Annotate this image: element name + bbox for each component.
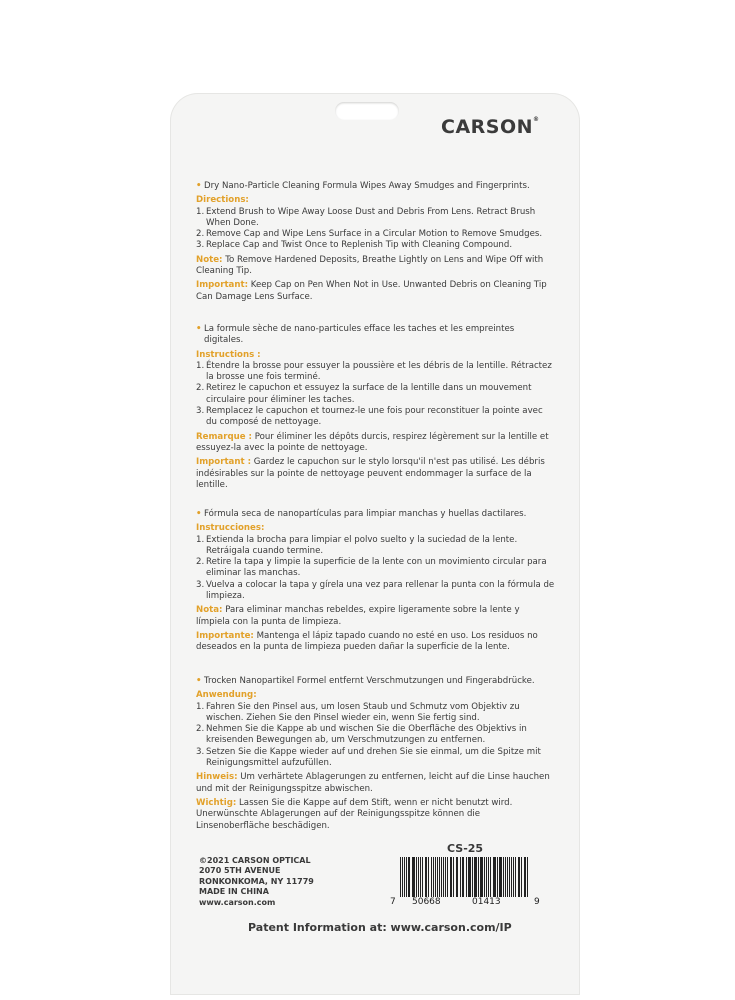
barcode-bar bbox=[416, 857, 417, 897]
barcode-bar bbox=[466, 857, 467, 897]
barcode-bar bbox=[451, 857, 452, 897]
english-note-text: To Remove Hardened Deposits, Breathe Lightly on Lens and Wipe Off with Cleaning Tip. bbox=[196, 254, 544, 277]
spanish-step: 3. Vuelva a colocar la tapa y gírela una vez para rellenar la punta con la fórmula de limpieza. bbox=[196, 579, 555, 602]
barcode-digit: 7 bbox=[390, 897, 396, 907]
barcode-bar bbox=[519, 857, 520, 897]
barcode-bar bbox=[525, 857, 526, 897]
bullet-icon: • bbox=[196, 676, 202, 686]
bullet-icon: • bbox=[196, 181, 202, 191]
german-important-label: Wichtig: bbox=[196, 797, 237, 808]
german-step: 3. Setzen Sie die Kappe wieder auf und drehen Sie sie einmal, um die Spitze mit Reinigungsmittel aufzufüllen. bbox=[196, 746, 541, 769]
barcode-bar bbox=[484, 857, 485, 897]
barcode-bar bbox=[482, 857, 483, 897]
bullet-icon: • bbox=[196, 509, 202, 519]
french-step: 2. Retirez le capuchon et essuyez la surface de la lentille dans un mouvement circulaire pour éliminer les taches. bbox=[196, 383, 532, 405]
barcode-bar bbox=[488, 857, 489, 897]
english-section bbox=[196, 181, 556, 303]
english-step: 2. Remove Cap and Wipe Lens Surface in a Circular Motion to Remove Smudges. bbox=[196, 229, 543, 240]
barcode-bar bbox=[428, 857, 429, 897]
barcode-bar bbox=[447, 857, 449, 897]
french-note bbox=[196, 432, 556, 455]
barcode-bar bbox=[521, 857, 522, 897]
french-step: 1. Étendre la brosse pour essuyer la poussière et les débris de la lentille. Rétractez la brosse une fois terminé. bbox=[196, 360, 552, 383]
barcode-bar bbox=[507, 857, 508, 897]
english-step: 3. Replace Cap and Twist Once to Replenish Tip with Cleaning Compound. bbox=[196, 240, 513, 251]
spanish-step: 2. Retire la tapa y limpie la superficie de la lente con un movimiento circular para eliminar las manchas. bbox=[196, 557, 547, 579]
spanish-important-label: Importante: bbox=[196, 630, 254, 641]
spanish-steps bbox=[196, 535, 556, 603]
barcode-bar bbox=[408, 857, 409, 897]
barcode-digit: 50668 bbox=[412, 897, 441, 907]
spanish-note-label: Nota: bbox=[196, 605, 223, 616]
barcode-bar bbox=[426, 857, 427, 897]
barcode-bar bbox=[409, 857, 410, 897]
french-important-label: Important : bbox=[196, 457, 252, 468]
barcode-bar bbox=[500, 857, 501, 897]
french-important-text: Gardez le capuchon sur le stylo lorsqu'il n'est pas utilisé. Les débris indésirables sur la pointe de nettoyage peuvent endommager la surface de la lentille. bbox=[196, 457, 545, 490]
german-step: 2. Nehmen Sie die Kappe ab und wischen Sie die Oberfläche des Objektivs in kreisenden Bewegungen ab, um Verschmutzungen zu entfernen. bbox=[196, 724, 527, 746]
german-note-label: Hinweis: bbox=[196, 772, 238, 783]
german-important bbox=[196, 798, 556, 832]
barcode-bar bbox=[441, 857, 442, 897]
barcode-bar bbox=[513, 857, 514, 897]
english-important-label: Important: bbox=[196, 280, 249, 291]
barcode-bars bbox=[400, 857, 530, 897]
brand-logo bbox=[441, 116, 540, 138]
spanish-important-text: Mantenga el lápiz tapado cuando no esté en uso. Los residuos no deseados en la punta de limpieza pueden dañar la superficie de la lente. bbox=[196, 630, 538, 653]
brand-name: CARSON bbox=[441, 116, 534, 138]
barcode-bar bbox=[435, 857, 436, 897]
address-line: ©2021 CARSON OPTICAL bbox=[199, 856, 311, 865]
spanish-headline-line bbox=[196, 509, 556, 520]
english-step: 1. Extend Brush to Wipe Away Loose Dust and Debris From Lens. Retract Brush When Done. bbox=[196, 206, 536, 228]
german-important-text: Lassen Sie die Kappe auf dem Stift, wenn er nicht benutzt wird. Unerwünschte Ablagerungen auf der Reinigungsspitze können die Linsenoberfläche beschädigen. bbox=[196, 797, 513, 831]
barcode-bar bbox=[503, 857, 504, 897]
english-headline: Dry Nano-Particle Cleaning Formula Wipes Away Smudges and Fingerprints. bbox=[204, 181, 530, 191]
english-note bbox=[196, 255, 556, 278]
model-number: CS-25 bbox=[447, 842, 484, 855]
german-section bbox=[196, 676, 556, 832]
french-note-label: Remarque : bbox=[196, 431, 252, 442]
english-steps bbox=[196, 207, 556, 252]
french-step: 3. Remplacez le capuchon et tournez-le une fois pour reconstituer la pointe avec du composé de nettoyage. bbox=[196, 406, 543, 428]
barcode-bar bbox=[460, 857, 461, 897]
french-headline-line bbox=[196, 324, 556, 347]
barcode-digit: 01413 bbox=[472, 897, 501, 907]
barcode-bar bbox=[439, 857, 440, 897]
company-address bbox=[199, 856, 314, 908]
barcode-bar bbox=[463, 857, 464, 897]
spanish-step: 1. Extienda la brocha para limpiar el polvo suelto y la suciedad de la lente. Retráigala cuando termine. bbox=[196, 534, 518, 556]
french-important bbox=[196, 457, 556, 491]
barcode-bar bbox=[478, 857, 479, 897]
spanish-directions-label: Instrucciones: bbox=[196, 523, 265, 534]
french-section bbox=[196, 324, 556, 491]
english-note-label: Note: bbox=[196, 254, 223, 265]
barcode-bar bbox=[527, 857, 528, 897]
german-note bbox=[196, 772, 556, 795]
barcode-bar bbox=[422, 857, 423, 897]
spanish-note bbox=[196, 605, 556, 628]
barcode-bar bbox=[476, 857, 477, 897]
english-important-text: Keep Cap on Pen When Not in Use. Unwanted Debris on Cleaning Tip Can Damage Lens Surface. bbox=[196, 280, 547, 302]
address-line: www.carson.com bbox=[199, 897, 276, 907]
barcode-bar bbox=[497, 857, 498, 897]
hang-hole bbox=[335, 102, 399, 120]
spanish-important bbox=[196, 631, 556, 654]
barcode-bar bbox=[453, 857, 454, 897]
barcode-bar bbox=[445, 857, 446, 897]
english-directions-label: Directions: bbox=[196, 195, 249, 206]
german-headline-line bbox=[196, 676, 556, 687]
german-directions-label: Anwendung: bbox=[196, 690, 257, 701]
english-headline-line bbox=[196, 181, 556, 192]
spanish-note-text: Para eliminar manchas rebeldes, expire ligeramente sobre la lente y límpiela con la punta de limpieza. bbox=[196, 605, 520, 627]
french-steps bbox=[196, 361, 556, 429]
french-directions-label: Instructions : bbox=[196, 349, 261, 360]
barcode-digit: 9 bbox=[534, 897, 540, 907]
address-line: RONKONKOMA, NY 11779 bbox=[199, 876, 314, 886]
french-note-text: Pour éliminer les dépôts durcis, respirez légèrement sur la lentille et essuyez-la avec la pointe de nettoyage. bbox=[196, 431, 549, 453]
barcode-bar bbox=[414, 857, 415, 897]
barcode-bar bbox=[472, 857, 473, 897]
german-headline: Trocken Nanopartikel Formel entfernt Verschmutzungen und Fingerabdrücke. bbox=[204, 676, 535, 686]
barcode-bar bbox=[509, 857, 510, 897]
address-line: 2070 5TH AVENUE bbox=[199, 866, 281, 876]
barcode-bar bbox=[457, 857, 458, 897]
barcode-bar bbox=[494, 857, 496, 897]
registered-mark: ® bbox=[533, 116, 540, 123]
patent-info: Patent Information at: www.carson.com/IP bbox=[248, 921, 512, 934]
bullet-icon: • bbox=[196, 324, 202, 334]
barcode-bar bbox=[515, 857, 517, 897]
address-line: MADE IN CHINA bbox=[199, 887, 269, 897]
spanish-section bbox=[196, 509, 556, 654]
barcode-bar bbox=[469, 857, 471, 897]
german-step: 1. Fahren Sie den Pinsel aus, um losen Staub und Schmutz vom Objektiv zu wischen. Ziehen Sie den Pinsel wieder ein, wenn Sie fertig sind. bbox=[196, 701, 520, 723]
barcode-bar bbox=[490, 857, 491, 897]
german-steps bbox=[196, 702, 556, 770]
barcode-bar bbox=[402, 857, 403, 897]
german-note-text: Um verhärtete Ablagerungen zu entfernen, leicht auf die Linse hauchen und mit der Reinigungsspitze abwischen. bbox=[196, 772, 550, 794]
barcode bbox=[390, 857, 540, 910]
barcode-bar bbox=[433, 857, 434, 897]
barcode-bar bbox=[404, 857, 405, 897]
barcode-bar bbox=[420, 857, 421, 897]
english-important bbox=[196, 280, 556, 303]
spanish-headline: Fórmula seca de nanopartículas para limpiar manchas y huellas dactilares. bbox=[204, 509, 527, 519]
french-headline: La formule sèche de nano-particules efface les taches et les empreintes digitales. bbox=[204, 324, 515, 346]
